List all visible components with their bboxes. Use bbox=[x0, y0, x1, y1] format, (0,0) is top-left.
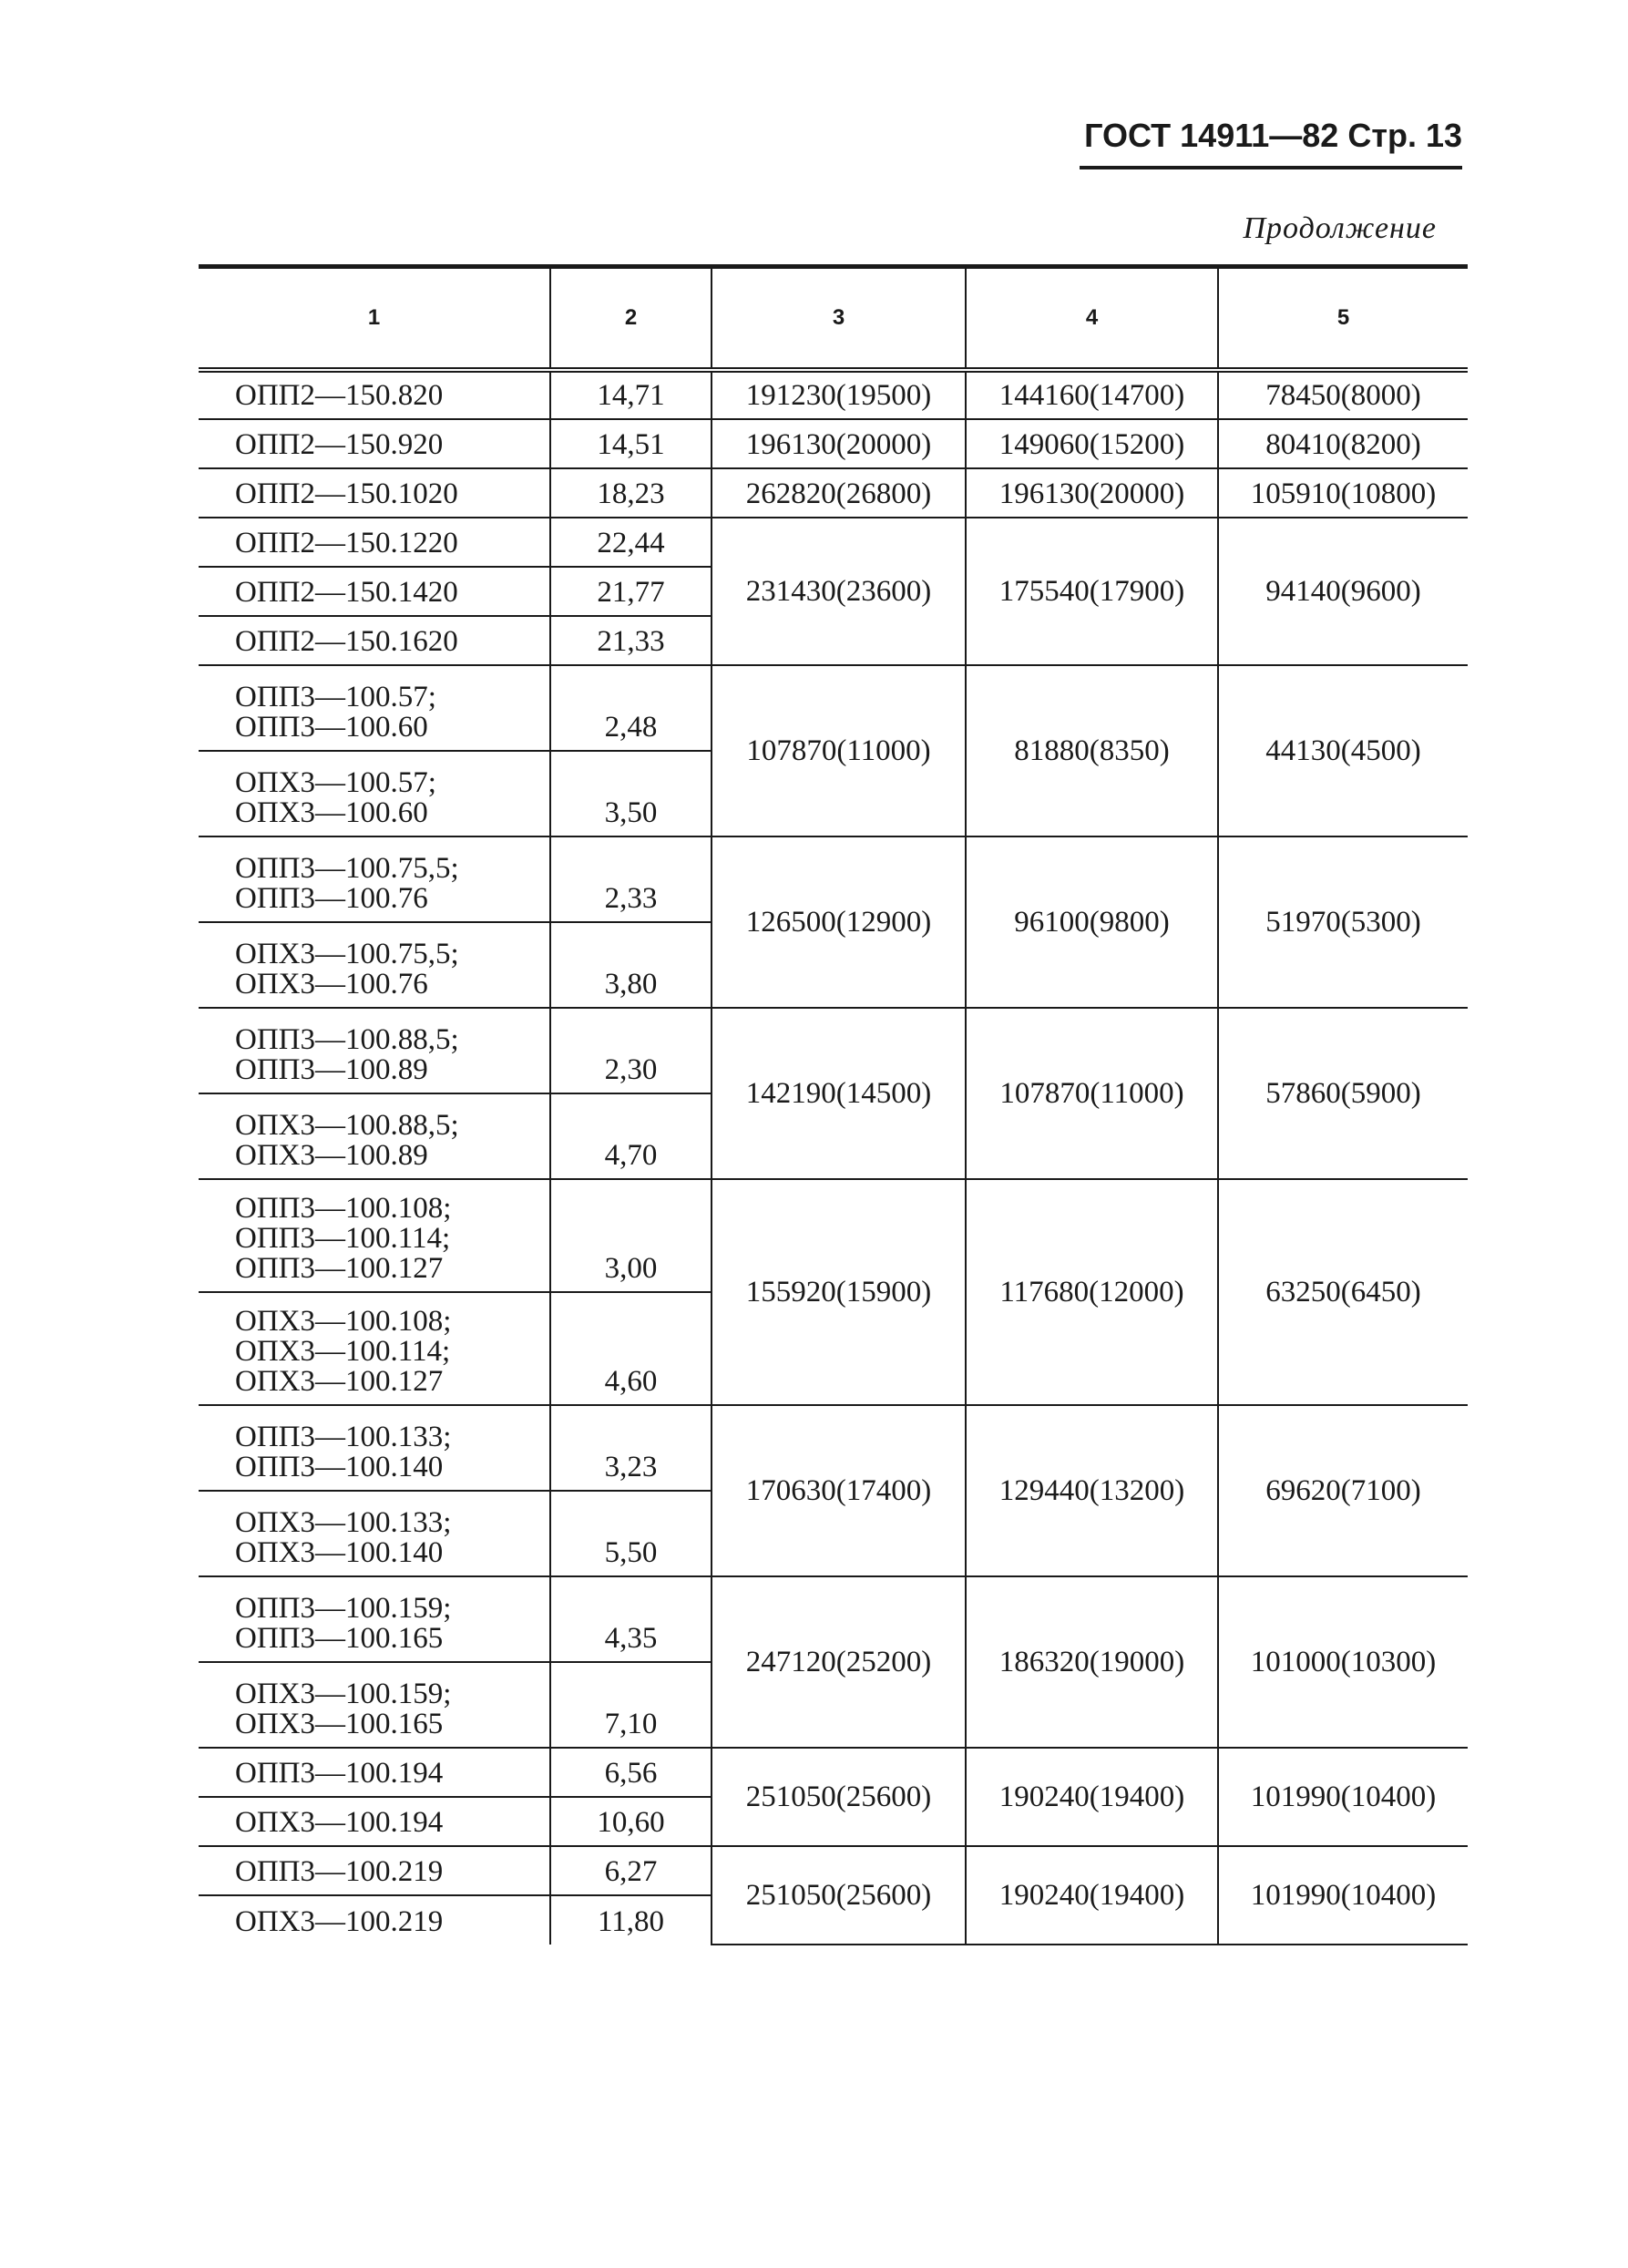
load-value-col3: 107870(11000) bbox=[712, 665, 966, 836]
column-header-2: 2 bbox=[550, 267, 712, 371]
table-body bbox=[199, 370, 1468, 1945]
load-value-col3: 251050(25600) bbox=[712, 1846, 966, 1945]
load-value-col4: 175540(17900) bbox=[966, 518, 1218, 665]
grade-designation: ОПХ3—100.89 bbox=[235, 1139, 428, 1172]
load-value-col3: 231430(23600) bbox=[712, 518, 966, 665]
grade-cell bbox=[199, 518, 550, 567]
mass-cell: 14,51 bbox=[550, 419, 712, 468]
grade-cell bbox=[199, 1405, 550, 1491]
page-header: ГОСТ 14911—82 Стр. 13 bbox=[1084, 117, 1462, 154]
mass-cell: 2,30 bbox=[550, 1008, 712, 1093]
grade-cell bbox=[199, 1895, 550, 1945]
load-value-col4: 196130(20000) bbox=[966, 468, 1218, 518]
load-value-col3: 262820(26800) bbox=[712, 468, 966, 518]
grade-designation: ОПХ3—100.194 bbox=[235, 1806, 444, 1839]
grade-designation: ОПХ3—100.165 bbox=[235, 1708, 444, 1740]
grade-cell bbox=[199, 1008, 550, 1093]
grade-designation: ОПП3—100.60 bbox=[235, 711, 428, 744]
grade-designation: ОПП3—100.219 bbox=[235, 1855, 444, 1888]
grade-designation: ОПП3—100.133; bbox=[235, 1421, 452, 1453]
mass-cell: 5,50 bbox=[550, 1491, 712, 1576]
mass-cell: 18,23 bbox=[550, 468, 712, 518]
grade-cell bbox=[199, 1797, 550, 1846]
table-row bbox=[199, 468, 1468, 518]
grade-designation: ОПХ3—100.88,5; bbox=[235, 1109, 459, 1142]
grade-cell bbox=[199, 1846, 550, 1895]
grade-designation: ОПП2—150.920 bbox=[235, 428, 444, 461]
load-value-col4: 81880(8350) bbox=[966, 665, 1218, 836]
grade-designation: ОПП3—100.159; bbox=[235, 1592, 452, 1625]
table-row bbox=[199, 1179, 1468, 1292]
grade-cell bbox=[199, 665, 550, 751]
grade-designation: ОПХ3—100.127 bbox=[235, 1365, 444, 1398]
mass-cell: 3,23 bbox=[550, 1405, 712, 1491]
table-row bbox=[199, 1008, 1468, 1093]
load-value-col3: 247120(25200) bbox=[712, 1576, 966, 1748]
header-row bbox=[199, 267, 1468, 371]
grade-cell bbox=[199, 616, 550, 665]
grade-designation: ОПП3—100.127 bbox=[235, 1252, 444, 1285]
table-row bbox=[199, 1846, 1468, 1895]
load-value-col4: 190240(19400) bbox=[966, 1748, 1218, 1846]
grade-designation: ОПП3—100.194 bbox=[235, 1757, 444, 1790]
mass-cell: 22,44 bbox=[550, 518, 712, 567]
mass-cell: 11,80 bbox=[550, 1895, 712, 1945]
grade-cell bbox=[199, 836, 550, 922]
load-value-col5: 44130(4500) bbox=[1218, 665, 1468, 836]
mass-cell: 2,33 bbox=[550, 836, 712, 922]
load-value-col4: 149060(15200) bbox=[966, 419, 1218, 468]
mass-cell: 7,10 bbox=[550, 1662, 712, 1748]
load-value-col5: 69620(7100) bbox=[1218, 1405, 1468, 1576]
grade-designation: ОПП3—100.88,5; bbox=[235, 1023, 459, 1056]
mass-cell: 6,56 bbox=[550, 1748, 712, 1797]
mass-cell: 14,71 bbox=[550, 370, 712, 419]
grade-cell bbox=[199, 1491, 550, 1576]
load-value-col5: 63250(6450) bbox=[1218, 1179, 1468, 1405]
mass-cell: 4,35 bbox=[550, 1576, 712, 1662]
mass-cell: 21,33 bbox=[550, 616, 712, 665]
grade-designation: ОПХ3—100.133; bbox=[235, 1506, 452, 1539]
load-value-col3: 196130(20000) bbox=[712, 419, 966, 468]
grade-designation: ОПП2—150.1220 bbox=[235, 527, 458, 559]
grade-designation: ОПП2—150.820 bbox=[235, 379, 444, 412]
load-value-col5: 57860(5900) bbox=[1218, 1008, 1468, 1179]
load-value-col4: 186320(19000) bbox=[966, 1576, 1218, 1748]
load-value-col4: 144160(14700) bbox=[966, 370, 1218, 419]
grade-cell bbox=[199, 751, 550, 836]
column-header-4: 4 bbox=[966, 267, 1218, 371]
grade-designation: ОПП3—100.140 bbox=[235, 1451, 444, 1483]
load-value-col3: 251050(25600) bbox=[712, 1748, 966, 1846]
grade-cell bbox=[199, 1662, 550, 1748]
table-row bbox=[199, 518, 1468, 567]
grade-cell bbox=[199, 1292, 550, 1405]
load-value-col5: 101990(10400) bbox=[1218, 1748, 1468, 1846]
table-row bbox=[199, 1748, 1468, 1797]
load-value-col3: 155920(15900) bbox=[712, 1179, 966, 1405]
header-rule bbox=[1080, 166, 1462, 169]
load-value-col5: 101990(10400) bbox=[1218, 1846, 1468, 1945]
grade-designation: ОПП2—150.1020 bbox=[235, 477, 458, 510]
table-row bbox=[199, 665, 1468, 751]
load-value-col3: 170630(17400) bbox=[712, 1405, 966, 1576]
grade-designation: ОПХ3—100.114; bbox=[235, 1335, 451, 1368]
load-value-col5: 105910(10800) bbox=[1218, 468, 1468, 518]
grade-designation: ОПП3—100.57; bbox=[235, 681, 436, 713]
grade-designation: ОПХ3—100.75,5; bbox=[235, 938, 459, 970]
grade-designation: ОПП3—100.89 bbox=[235, 1053, 428, 1086]
column-header-5: 5 bbox=[1218, 267, 1468, 371]
mass-cell: 3,80 bbox=[550, 922, 712, 1008]
grade-designation: ОПХ3—100.76 bbox=[235, 968, 428, 1001]
mass-cell: 21,77 bbox=[550, 567, 712, 616]
grade-designation: ОПП2—150.1420 bbox=[235, 576, 458, 609]
grade-cell bbox=[199, 567, 550, 616]
grade-cell bbox=[199, 1576, 550, 1662]
table-row bbox=[199, 419, 1468, 468]
grade-cell bbox=[199, 922, 550, 1008]
grade-cell bbox=[199, 419, 550, 468]
table-row bbox=[199, 370, 1468, 419]
load-value-col5: 78450(8000) bbox=[1218, 370, 1468, 419]
grade-designation: ОПП3—100.114; bbox=[235, 1222, 451, 1255]
column-header-3: 3 bbox=[712, 267, 966, 371]
load-value-col4: 117680(12000) bbox=[966, 1179, 1218, 1405]
table-row bbox=[199, 1405, 1468, 1491]
grade-cell bbox=[199, 1179, 550, 1292]
load-value-col3: 191230(19500) bbox=[712, 370, 966, 419]
grade-designation: ОПХ3—100.57; bbox=[235, 766, 436, 799]
mass-cell: 10,60 bbox=[550, 1797, 712, 1846]
mass-cell: 4,60 bbox=[550, 1292, 712, 1405]
grade-cell bbox=[199, 370, 550, 419]
grade-designation: ОПХ3—100.60 bbox=[235, 796, 428, 829]
grade-designation: ОПП2—150.1620 bbox=[235, 625, 458, 658]
grade-designation: ОПП3—100.75,5; bbox=[235, 852, 459, 885]
column-header-1: 1 bbox=[199, 267, 550, 371]
table-row bbox=[199, 1576, 1468, 1662]
load-value-col3: 126500(12900) bbox=[712, 836, 966, 1008]
mass-cell: 6,27 bbox=[550, 1846, 712, 1895]
data-table bbox=[199, 264, 1468, 1945]
load-value-col4: 96100(9800) bbox=[966, 836, 1218, 1008]
load-value-col5: 94140(9600) bbox=[1218, 518, 1468, 665]
load-value-col5: 101000(10300) bbox=[1218, 1576, 1468, 1748]
grade-designation: ОПХ3—100.140 bbox=[235, 1536, 444, 1569]
load-value-col5: 51970(5300) bbox=[1218, 836, 1468, 1008]
load-value-col4: 190240(19400) bbox=[966, 1846, 1218, 1945]
grade-designation: ОПХ3—100.159; bbox=[235, 1678, 452, 1710]
grade-designation: ОПП3—100.165 bbox=[235, 1622, 444, 1655]
grade-designation: ОПХ3—100.108; bbox=[235, 1305, 452, 1338]
mass-cell: 2,48 bbox=[550, 665, 712, 751]
mass-cell: 3,50 bbox=[550, 751, 712, 836]
grade-cell bbox=[199, 468, 550, 518]
mass-cell: 3,00 bbox=[550, 1179, 712, 1292]
grade-cell bbox=[199, 1093, 550, 1179]
continuation-label: Продолжение bbox=[1243, 211, 1437, 245]
load-value-col4: 107870(11000) bbox=[966, 1008, 1218, 1179]
grade-designation: ОПП3—100.108; bbox=[235, 1192, 452, 1225]
grade-designation: ОПХ3—100.219 bbox=[235, 1905, 444, 1938]
load-value-col5: 80410(8200) bbox=[1218, 419, 1468, 468]
mass-cell: 4,70 bbox=[550, 1093, 712, 1179]
grade-cell bbox=[199, 1748, 550, 1797]
load-value-col3: 142190(14500) bbox=[712, 1008, 966, 1179]
load-value-col4: 129440(13200) bbox=[966, 1405, 1218, 1576]
table-row bbox=[199, 836, 1468, 922]
grade-designation: ОПП3—100.76 bbox=[235, 882, 428, 915]
